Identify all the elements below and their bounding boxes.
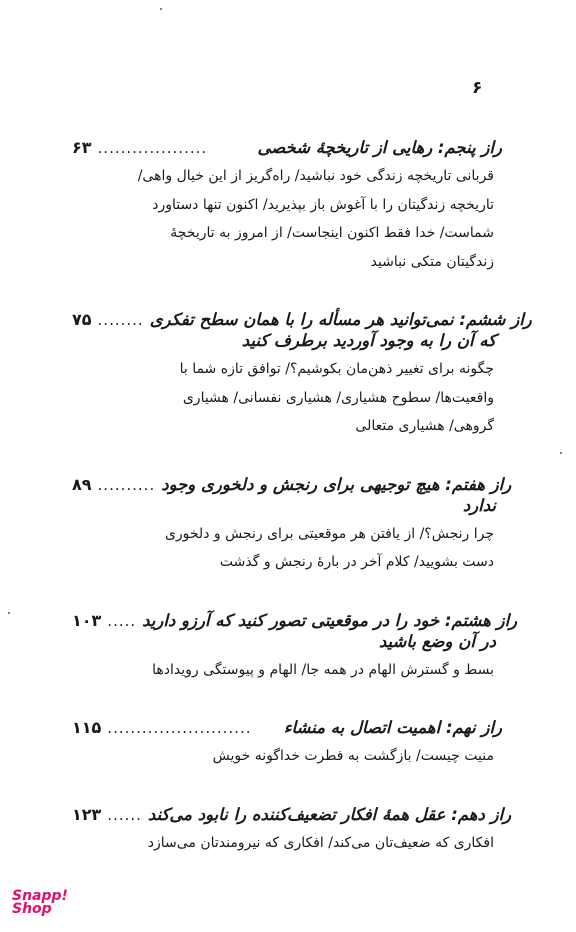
subtopic-line: منیت چیست/ بازگشت به فطرت خداگونه خویش (212, 748, 494, 764)
toc-entry-5 (72, 138, 502, 276)
watermark-line-2: Shop (12, 901, 52, 917)
subtopic-line: بسط و گسترش الهام در همه جا/ الهام و پیوستگی رویدادها (152, 661, 494, 678)
subtopic-line: تاریخچه زندگیتان را با آغوش باز بپذیرید/ اکنون تنها دستاورد (152, 196, 494, 213)
toc-chapter-title: راز هفتم: هیچ توجیهی برای رنجش و دلخوری وجود (161, 474, 512, 494)
toc-chapter-title: راز هشتم: خود را در موقعیتی تصور کنید که آرزو دارید (142, 610, 518, 630)
toc-chapter-subtopics (72, 355, 502, 441)
toc-page-number: ۱۰۳ (72, 610, 102, 630)
subtopic-line: دست بشویید/ کلام آخر در بارهٔ رنجش و گذشت (219, 554, 494, 570)
dot-leader: ........ (97, 311, 144, 329)
toc-chapter-title: راز نهم: اهمیت اتصال به منشاء (283, 718, 502, 737)
toc-chapter-subtopics (72, 520, 502, 577)
toc-chapter-subtopics (72, 742, 502, 771)
toc-page-number: ۱۲۳ (72, 804, 102, 824)
print-speck (560, 452, 562, 454)
toc-entry-8 (72, 610, 518, 685)
dot-leader: ......................... (107, 719, 252, 737)
table-of-contents (72, 138, 532, 891)
toc-chapter-subtopics (72, 162, 502, 276)
subtopic-line: چرا رنجش؟/ از یافتن هر موقعیتی برای رنجش و دلخوری (164, 525, 494, 542)
toc-entry-header (72, 138, 502, 157)
subtopic-line: قربانی تاریخچه زندگی خود نباشید/ راه‌گریز از این خیال واهی/ (137, 168, 494, 184)
toc-entry-header (72, 610, 518, 630)
toc-entry-10 (72, 804, 512, 858)
toc-chapter-title-continued: که آن را به وجود آوردید برطرف کنید (241, 331, 496, 350)
toc-entry-9 (72, 718, 502, 771)
toc-entry-7 (72, 474, 512, 577)
watermark-line-1: Snapp! (12, 888, 68, 904)
toc-chapter-title-continued: ندارد (462, 495, 496, 515)
toc-entry-header (72, 718, 502, 737)
toc-page-number: ۸۹ (72, 474, 92, 494)
page-number: ۶ (472, 78, 483, 98)
subtopic-line: زندگیتان متکی نباشید (370, 253, 494, 270)
toc-page-number: ۷۵ (72, 310, 92, 329)
print-speck (160, 8, 162, 10)
toc-chapter-subtopics (72, 829, 502, 858)
toc-entry-6 (72, 310, 532, 441)
dot-leader: .......... (97, 475, 156, 494)
subtopic-line: شماست/ خدا فقط اکنون اینجاست/ از امروز به تاریخچهٔ (170, 225, 494, 241)
subtopic-line: واقعیت‌ها/ سطوح هشیاری/ هشیاری نفسانی/ هشیاری (182, 389, 494, 406)
toc-chapter-title: راز دهم: عقل همهٔ افکار تضعیف‌کننده را نابود می‌کند (147, 804, 512, 824)
snapp-shop-watermark (12, 890, 68, 916)
dot-leader: ..... (107, 611, 137, 630)
toc-chapter-subtopics (72, 656, 502, 685)
toc-chapter-title-continued: در آن وضع باشید (378, 631, 496, 651)
print-speck (8, 612, 10, 614)
toc-entry-header (72, 474, 512, 494)
toc-chapter-title: راز ششم: نمی‌توانید هر مسأله را با همان سطح تفکری (149, 310, 532, 329)
toc-chapter-title: راز پنجم: رهایی از تاریخچهٔ شخصی (257, 138, 502, 157)
toc-entry-header (72, 310, 532, 329)
subtopic-line: چگونه برای تغییر ذهن‌مان بکوشیم؟/ توافق تازه شما با (179, 361, 494, 377)
toc-page-number: ۱۱۵ (72, 718, 102, 737)
toc-page-number: ۶۳ (72, 138, 92, 157)
dot-leader: ...... (107, 805, 142, 824)
subtopic-line: گروهی/ هشیاری متعالی (355, 418, 494, 434)
dot-leader: ................... (97, 139, 208, 157)
subtopic-line: افکاری که ضعیف‌تان می‌کند/ افکاری که نیرومندتان می‌سازد (147, 834, 494, 851)
toc-entry-header (72, 804, 512, 824)
